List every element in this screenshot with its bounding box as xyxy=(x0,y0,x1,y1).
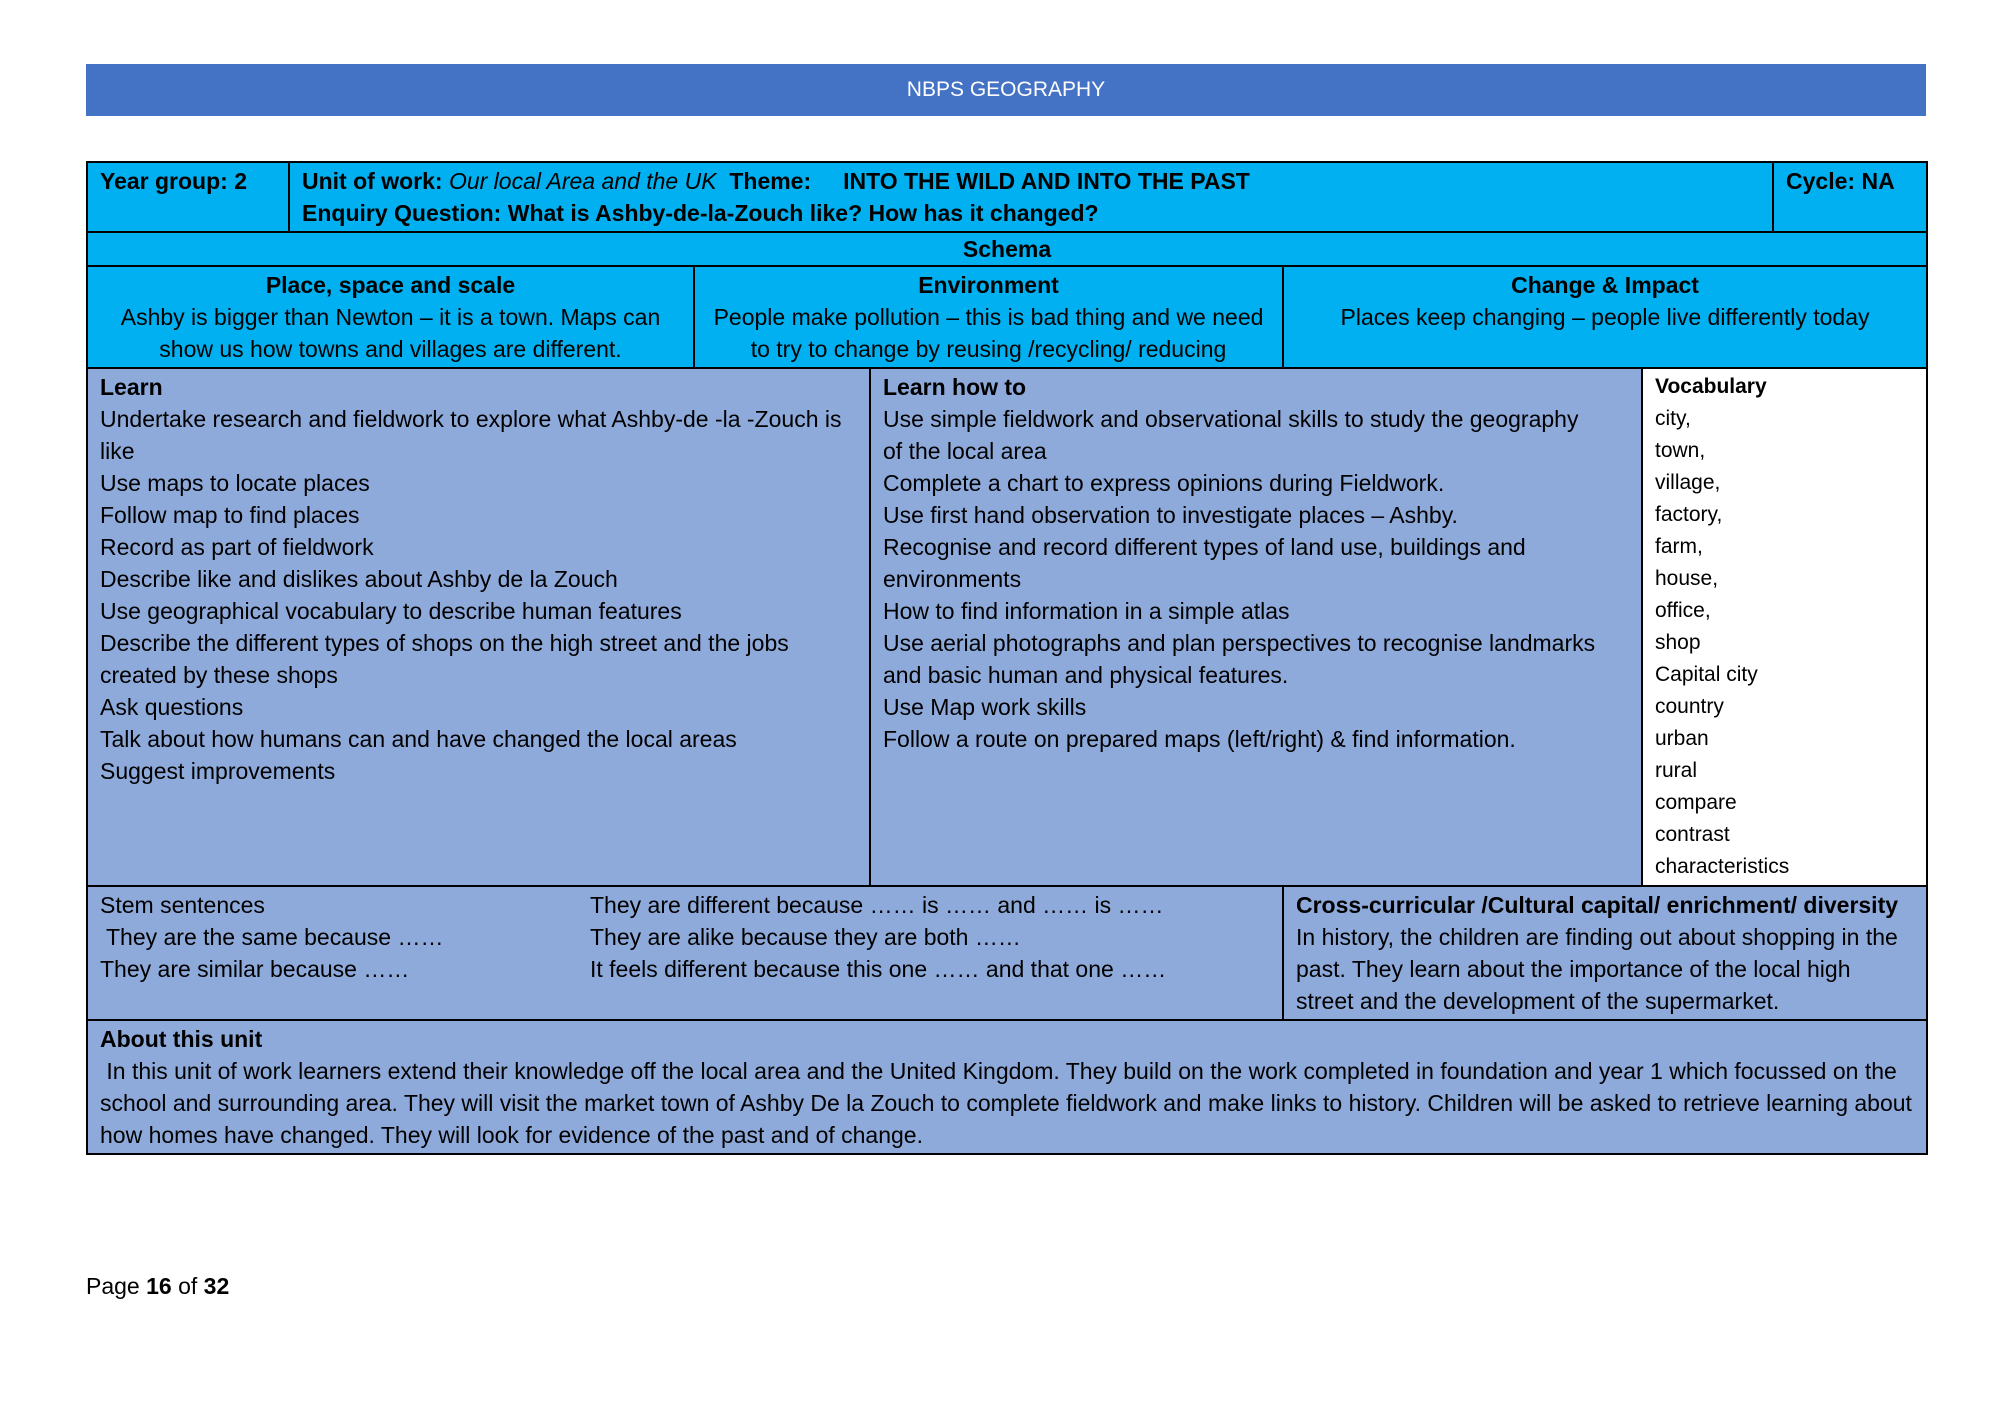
cross-curricular-cell xyxy=(1283,886,1927,1020)
unit-plan-table xyxy=(86,161,1928,1155)
schema-title: Schema xyxy=(87,232,1927,266)
vocab-word: urban xyxy=(1655,727,1709,750)
list-item: Complete a chart to express opinions during Fieldwork. xyxy=(883,470,1445,496)
list-item: Undertake research and fieldwork to explore what Ashby-de -la -Zouch is like xyxy=(100,406,842,464)
enquiry-question: Enquiry Question: What is Ashby-de-la-Zouch like? How has it changed? xyxy=(302,200,1099,226)
about-text: In this unit of work learners extend their knowledge off the local area and the United Kingdom. They build on the work completed in foundation and year 1 which focussed on the school and surrounding area. They will visit the market town of Ashby De la Zouch to complete fieldwork and make links to history. Children will be asked to retrieve learning about how homes have changed. They will look for evidence of the past and of change. xyxy=(100,1058,1919,1148)
unit-cell xyxy=(289,162,1773,232)
list-item: Use simple fieldwork and observational skills to study the geography of the local area xyxy=(883,406,1579,464)
vocab-word: house, xyxy=(1655,567,1719,590)
list-item: Ask questions xyxy=(100,694,244,720)
page-of: of xyxy=(178,1273,198,1299)
list-item: Use Map work skills xyxy=(883,694,1087,720)
vocab-word: office, xyxy=(1655,599,1711,622)
cross-curricular-heading: Cross-curricular /Cultural capital/ enrichment/ diversity xyxy=(1296,892,1899,918)
schema-environment-cell xyxy=(694,266,1283,368)
vocab-word: factory, xyxy=(1655,503,1723,526)
about-cell xyxy=(87,1020,1927,1154)
stem-line: Stem sentences xyxy=(100,892,265,918)
cycle-cell: Cycle: NA xyxy=(1773,162,1927,232)
vocab-word: country xyxy=(1655,695,1724,718)
schema-heading: Environment xyxy=(918,272,1059,298)
list-item: Follow map to find places xyxy=(100,502,360,528)
list-item: Describe the different types of shops on the high street and the jobs created by these shops xyxy=(100,630,789,688)
list-item: Use geographical vocabulary to describe human features xyxy=(100,598,682,624)
page-total: 32 xyxy=(203,1273,230,1299)
vocab-word: village, xyxy=(1655,471,1721,494)
vocabulary-column-1 xyxy=(1655,371,1791,659)
stem-line: They are different because …… is …… and …… is …… xyxy=(590,892,1164,918)
vocab-word: contrast xyxy=(1655,823,1730,846)
learn-cell xyxy=(87,368,870,886)
learn-row xyxy=(87,368,1927,886)
theme-value: INTO THE WILD AND INTO THE PAST xyxy=(843,168,1250,194)
schema-text: Ashby is bigger than Newton – it is a town. Maps can show us how towns and villages are different. xyxy=(120,304,661,362)
list-item: Recognise and record different types of land use, buildings and environments xyxy=(883,534,1526,592)
vocab-word: characteristics xyxy=(1655,855,1790,878)
stems-row xyxy=(87,886,1927,1020)
stem-line: They are similar because …… xyxy=(100,956,410,982)
page-banner: NBPS GEOGRAPHY xyxy=(86,64,1926,116)
vocabulary-heading: Vocabulary xyxy=(1655,375,1767,398)
list-item: Describe like and dislikes about Ashby de la Zouch xyxy=(100,566,618,592)
unit-value: Our local Area and the UK xyxy=(448,168,717,194)
vocab-word: town, xyxy=(1655,439,1706,462)
list-item: Suggest improvements xyxy=(100,758,336,784)
page-current: 16 xyxy=(146,1273,172,1299)
theme-label: Theme: xyxy=(729,168,812,194)
header-row xyxy=(87,162,1927,232)
year-group-cell: Year group: 2 xyxy=(87,162,289,232)
list-item: Record as part of fieldwork xyxy=(100,534,374,560)
schema-row xyxy=(87,266,1927,368)
schema-place-cell xyxy=(87,266,694,368)
vocabulary-cell xyxy=(1642,368,1927,886)
schema-text: People make pollution – this is bad thing and we need to try to change by reusing /recycling/ reducing xyxy=(713,304,1264,362)
vocab-word: farm, xyxy=(1655,535,1703,558)
stem-line: It feels different because this one …… and that one …… xyxy=(590,956,1167,982)
vocabulary-column-2 xyxy=(1655,659,1789,883)
schema-heading: Change & Impact xyxy=(1511,272,1699,298)
vocab-word: Capital city xyxy=(1655,663,1758,686)
learn-how-heading: Learn how to xyxy=(883,374,1027,400)
stem-sentences-cell xyxy=(87,886,1283,1020)
stem-line: They are the same because …… xyxy=(100,924,444,950)
vocab-word: city, xyxy=(1655,407,1691,430)
learn-heading: Learn xyxy=(100,374,163,400)
stem-line: They are alike because they are both …… xyxy=(590,924,1021,950)
cross-curricular-text: In history, the children are finding out about shopping in the past. They learn about the importance of the local high street and the development of the supermarket. xyxy=(1296,924,1898,1014)
list-item: Use maps to locate places xyxy=(100,470,370,496)
about-heading: About this unit xyxy=(100,1026,263,1052)
schema-title-row xyxy=(87,232,1927,266)
vocab-word: shop xyxy=(1655,631,1701,654)
list-item: Follow a route on prepared maps (left/right) & find information. xyxy=(883,726,1516,752)
list-item: Talk about how humans can and have changed the local areas xyxy=(100,726,737,752)
vocab-word: compare xyxy=(1655,791,1737,814)
page-number xyxy=(86,1273,229,1300)
unit-label: Unit of work: xyxy=(302,168,443,194)
list-item: Use first hand observation to investigate places – Ashby. xyxy=(883,502,1458,528)
list-item: Use aerial photographs and plan perspectives to recognise landmarks and basic human and physical features. xyxy=(883,630,1596,688)
about-row xyxy=(87,1020,1927,1154)
list-item: How to find information in a simple atlas xyxy=(883,598,1290,624)
schema-text: Places keep changing – people live differently today xyxy=(1340,304,1870,330)
schema-heading: Place, space and scale xyxy=(265,272,516,298)
learn-how-cell xyxy=(870,368,1642,886)
page-prefix: Page xyxy=(86,1273,140,1299)
schema-change-cell xyxy=(1283,266,1927,368)
vocab-word: rural xyxy=(1655,759,1698,782)
